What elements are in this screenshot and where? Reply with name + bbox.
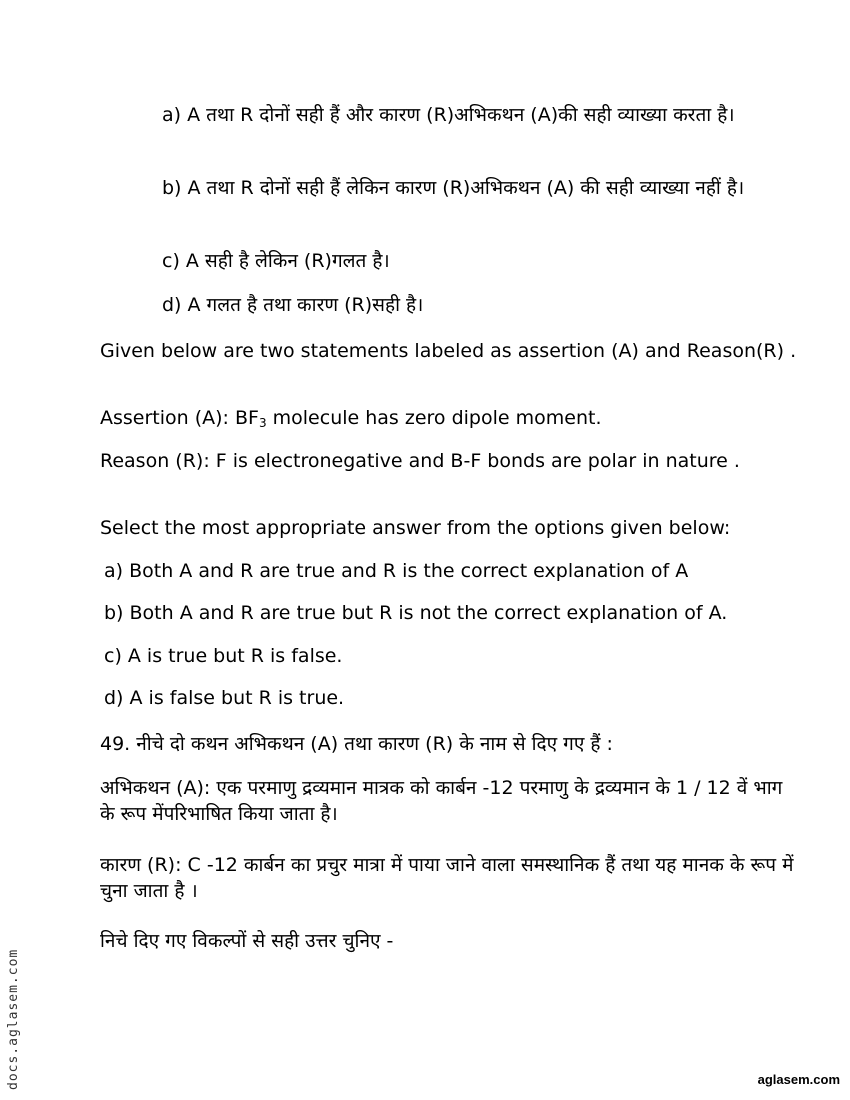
option-c: c) A is true but R is false. <box>104 645 343 667</box>
assertion-subscript: 3 <box>258 416 267 430</box>
reason-statement: Reason (R): F is electronegative and B-F bonds are polar in nature . <box>100 450 740 472</box>
q49-assertion: अभिकथन (A): एक परमाणु द्रव्यमान मात्रक को कार्बन -12 परमाणु के द्रव्यमान के 1 / 12 वें भाग के रूप मेंपरिभाषित किया जाता है। <box>100 777 783 825</box>
hindi-option-a: a) A तथा R दोनों सही हैं और कारण (R)अभिकथन (A)की सही व्याख्या करता है। <box>162 104 735 126</box>
hindi-option-d: d) A गलत है तथा कारण (R)सही है। <box>162 294 424 316</box>
q49-instruction: निचे दिए गए विकल्पों से सही उत्तर चुनिए - <box>100 930 394 952</box>
option-d: d) A is false but R is true. <box>104 687 345 709</box>
watermark: docs.aglasem.com <box>6 948 21 1090</box>
q49-reason: कारण (R): C -12 कार्बन का प्रचुर मात्रा में पाया जाने वाला समस्थानिक हैं तथा यह मानक के रूप में चुना जाता है । <box>100 854 794 902</box>
hindi-option-b: b) A तथा R दोनों सही हैं लेकिन कारण (R)अभिकथन (A) की सही व्याख्या नहीं है। <box>162 177 745 199</box>
assertion-suffix: molecule has zero dipole moment. <box>266 407 602 429</box>
q49-heading: 49. नीचे दो कथन अभिकथन (A) तथा कारण (R) के नाम से दिए गए हैं : <box>100 733 613 755</box>
question-intro: Given below are two statements labeled as assertion (A) and Reason(R) . <box>100 340 797 362</box>
footer-brand: aglasem.com <box>757 1072 840 1087</box>
instruction: Select the most appropriate answer from the options given below: <box>100 517 731 539</box>
hindi-option-c: c) A सही है लेकिन (R)गलत है। <box>162 250 390 272</box>
option-a: a) Both A and R are true and R is the correct explanation of A <box>104 560 689 582</box>
assertion-statement <box>100 405 800 431</box>
assertion-prefix: Assertion (A): BF <box>100 407 259 429</box>
option-b: b) Both A and R are true but R is not the correct explanation of A. <box>104 602 728 624</box>
